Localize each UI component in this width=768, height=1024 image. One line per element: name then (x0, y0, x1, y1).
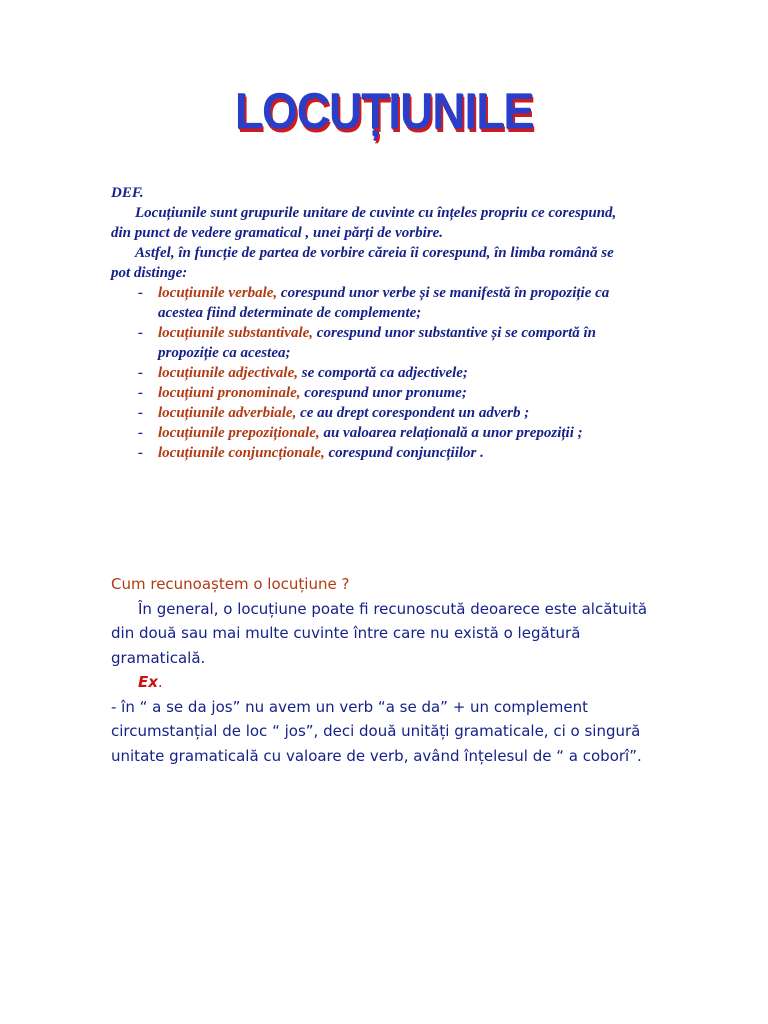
example-label (111, 670, 651, 695)
list-item-description: ce au drept corespondent un adverb ; (296, 405, 530, 421)
example-label-dot: . (157, 673, 163, 691)
list-dash: - (138, 425, 143, 441)
list-item (111, 383, 631, 403)
list-dash: - (138, 365, 143, 381)
list-item (111, 323, 631, 363)
list-dash: - (138, 285, 143, 301)
example-paragraph: - în “ a se da jos” nu avem un verb “a se da” + un complement circumstanțial de loc “ jos”, deci două unități gramaticale, ci o singură unitate gramaticală cu valoare de verb, având înțelesul de “ a coborî”. (111, 697, 642, 765)
classification-paragraph: Astfel, în funcție de partea de vorbire căreia îi corespund, în limba română se pot distinge: (111, 245, 614, 281)
list-dash: - (138, 385, 143, 401)
recognition-section (111, 572, 651, 768)
list-item-term: locuțiuni pronominale, (158, 385, 301, 401)
definition-section (111, 183, 631, 463)
definition-paragraph: Locuțiunile sunt grupurile unitare de cuvinte cu înțeles propriu ce corespund, din punct de vedere gramatical , unei părți de vorbire. (111, 205, 617, 241)
list-item (111, 363, 631, 383)
list-item-description: au valoarea relațională a unor prepoziții ; (319, 425, 583, 441)
list-item-term: locuțiunile substantivale, (158, 325, 314, 341)
recognition-paragraph: În general, o locuțiune poate fi recunoscută deoarece este alcătuită din două sau mai multe cuvinte între care nu există o legătură gramaticală. (111, 599, 648, 667)
list-item-term: locuțiunile verbale, (158, 285, 278, 301)
locution-types-list (111, 283, 631, 463)
list-item-term: locuțiunile adjectivale, (158, 365, 298, 381)
list-item-term: locuțiunile conjuncționale, (158, 445, 325, 461)
list-item-term: locuțiunile prepoziționale, (158, 425, 320, 441)
page-title: LOCUȚIUNILE (234, 82, 534, 140)
list-item-description: corespund unor verbe și se manifestă în propoziție ca acestea fiind determinate de complemente; (158, 285, 610, 321)
list-item (111, 283, 631, 323)
list-item-term: locuțiunile adverbiale, (158, 405, 297, 421)
definition-heading: DEF. (111, 185, 144, 201)
list-dash: - (138, 445, 143, 461)
recognition-question: Cum recunoaștem o locuțiune ? (111, 575, 350, 593)
list-dash: - (138, 405, 143, 421)
list-item (111, 403, 631, 423)
list-item-description: corespund unor pronume; (300, 385, 467, 401)
list-item-description: se comportă ca adjectivele; (297, 365, 468, 381)
list-item (111, 443, 631, 463)
list-item-description: corespund unor substantive și se comportă în propoziție ca acestea; (158, 325, 596, 361)
list-item (111, 423, 631, 443)
list-dash: - (138, 325, 143, 341)
example-label-text: Ex (138, 673, 158, 691)
list-item-description: corespund conjuncțiilor . (324, 445, 484, 461)
